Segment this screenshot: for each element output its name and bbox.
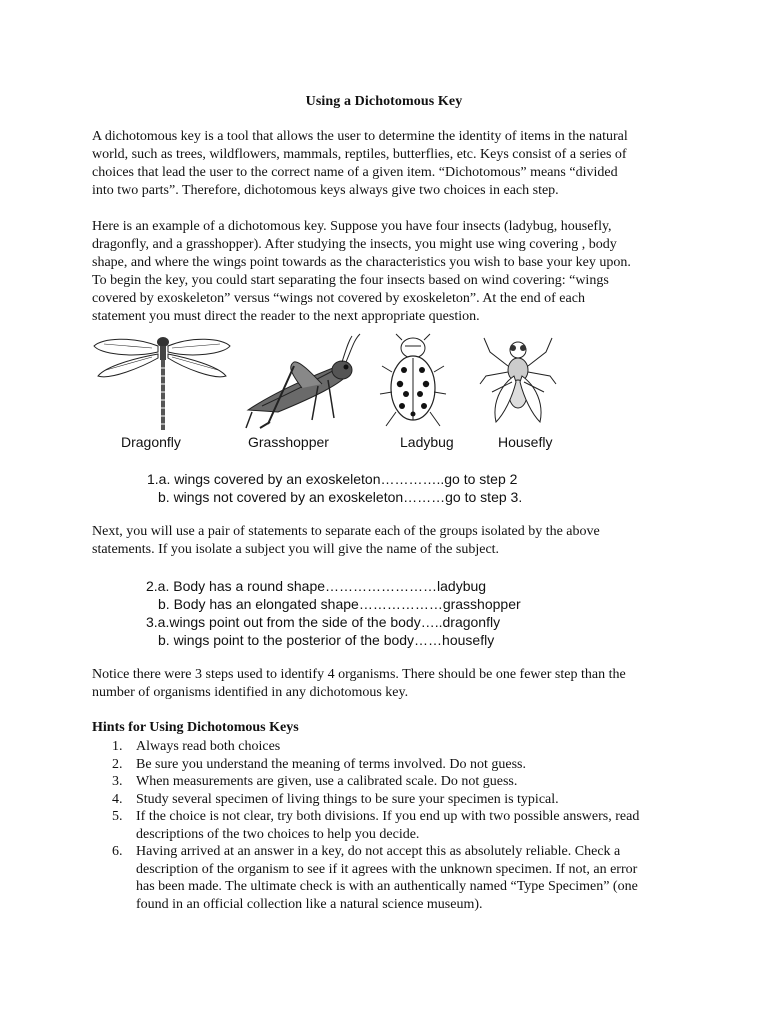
key-line: b. wings not covered by an exoskeleton………go to step 3.	[158, 489, 523, 505]
hint-number: 6.	[112, 844, 123, 859]
example-line: Here is an example of a dichotomous key. Suppose you have four insects (ladybug, housefly,	[92, 219, 612, 234]
hint-item	[92, 773, 692, 791]
key-line: b. wings point to the posterior of the body……housefly	[158, 632, 495, 648]
caption-housefly: Housefly	[498, 434, 553, 450]
insect-illustrations	[88, 332, 568, 432]
notice-line: number of organisms identified in any dichotomous key.	[92, 685, 409, 700]
hints-heading: Hints for Using Dichotomous Keys	[92, 720, 299, 735]
example-line: To begin the key, you could start separating the four insects based on wind covering: “wings	[92, 273, 609, 288]
intro-line: choices that lead the user to the correct name of a given item. “Dichotomous” means “divided	[92, 165, 618, 180]
example-line: statement you must direct the reader to the next appropriate question.	[92, 309, 480, 324]
hint-item	[92, 738, 692, 756]
hint-number: 2.	[112, 756, 123, 772]
hint-item	[92, 808, 692, 843]
hint-line: Be sure you understand the meaning of terms involved. Do not guess.	[136, 756, 526, 772]
next-line: statements. If you isolate a subject you will give the name of the subject.	[92, 542, 500, 557]
hint-item	[92, 791, 692, 809]
key-step-1	[147, 470, 522, 506]
hint-line: Having arrived at an answer in a key, do not accept this as absolutely reliable. Check a	[136, 844, 621, 859]
caption-ladybug: Ladybug	[400, 434, 454, 450]
hint-number: 1.	[112, 739, 123, 754]
hint-line: If the choice is not clear, try both divisions. If you end up with two possible answers, read	[136, 809, 640, 824]
hints-list	[92, 738, 692, 913]
housefly-illustration	[478, 332, 558, 432]
caption-grasshopper: Grasshopper	[248, 434, 329, 450]
hint-line: description of the organism to see if it agrees with the unknown specimen. If not, an error	[136, 861, 638, 877]
hint-line: Study several specimen of living things to be sure your specimen is typical.	[136, 791, 559, 807]
hint-item	[92, 843, 692, 913]
example-line: covered by exoskeleton” versus “wings not covered by exoskeleton”. At the end of each	[92, 291, 585, 306]
example-paragraph	[92, 218, 682, 326]
hint-item	[92, 756, 692, 774]
key-line: 3.a.wings point out from the side of the body…..dragonfly	[146, 614, 501, 630]
example-line: dragonfly, and a grasshopper). After studying the insects, you might use wing covering , body	[92, 237, 617, 252]
key-line: 2.a. Body has a round shape……………………ladybug	[146, 578, 487, 594]
hint-line: has been made. The ultimate check is with an authentically named “Type Specimen” (one	[136, 879, 638, 894]
grasshopper-illustration	[242, 332, 362, 432]
hint-line: When measurements are given, use a calibrated scale. Do not guess.	[136, 774, 518, 789]
example-line: shape, and where the wings point towards as the characteristics you wish to base your key upon.	[92, 255, 631, 270]
key-steps-2-3	[146, 577, 521, 649]
hint-line: found in an official collection like a natural science museum).	[136, 896, 483, 912]
page-title: Using a Dichotomous Key	[305, 94, 463, 109]
key-line: b. Body has an elongated shape………………grasshopper	[158, 596, 521, 612]
caption-dragonfly: Dragonfly	[121, 434, 181, 450]
hint-line: Always read both choices	[136, 739, 281, 754]
hint-number: 3.	[112, 774, 123, 789]
intro-line: world, such as trees, wildflowers, mammals, reptiles, butterflies, etc. Keys consist of a series of	[92, 147, 627, 162]
intro-paragraph	[92, 128, 682, 200]
dragonfly-illustration	[92, 332, 232, 432]
hint-number: 4.	[112, 791, 123, 807]
hint-number: 5.	[112, 809, 123, 824]
next-line: Next, you will use a pair of statements to separate each of the groups isolated by the above	[92, 524, 600, 539]
key-line: 1.a. wings covered by an exoskeleton…………..go to step 2	[147, 471, 518, 487]
intro-line: A dichotomous key is a tool that allows the user to determine the identity of items in the natural	[92, 129, 628, 144]
next-paragraph	[92, 523, 682, 559]
notice-line: Notice there were 3 steps used to identify 4 organisms. There should be one fewer step than the	[92, 667, 626, 682]
ladybug-illustration	[378, 332, 448, 432]
notice-paragraph	[92, 666, 682, 702]
hint-line: descriptions of the two choices to help you decide.	[136, 826, 420, 842]
intro-line: into two parts”. Therefore, dichotomous keys always give two choices in each step.	[92, 183, 559, 198]
